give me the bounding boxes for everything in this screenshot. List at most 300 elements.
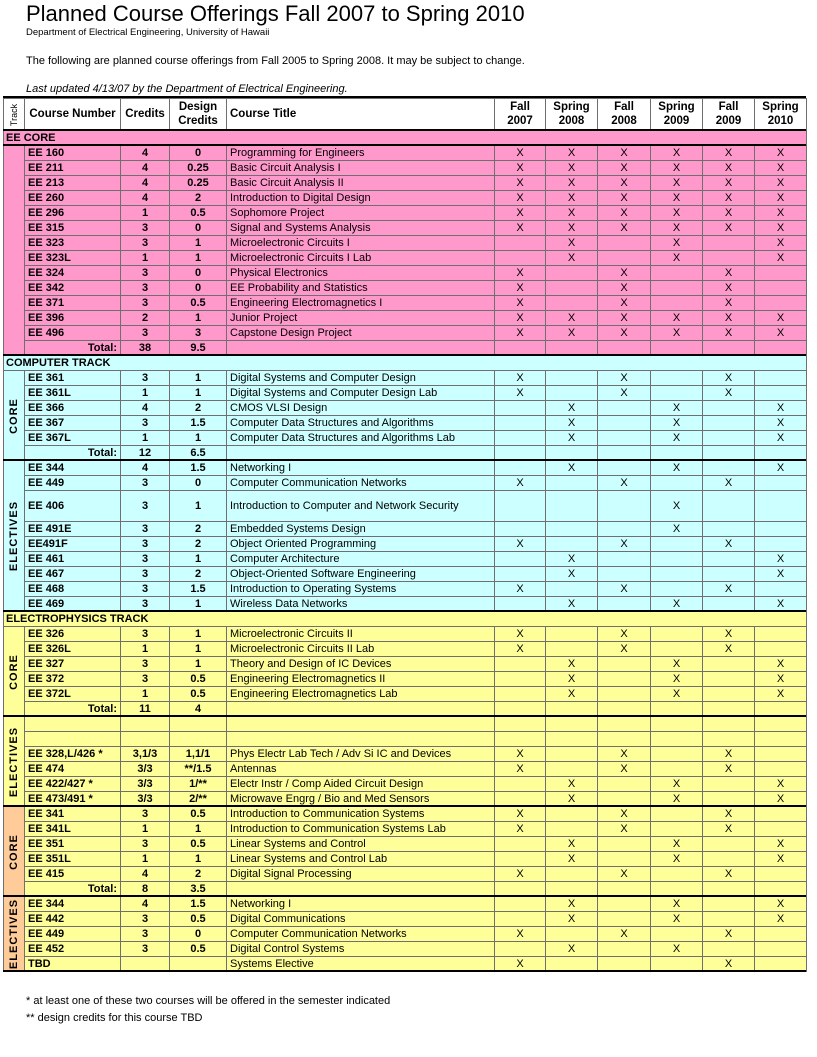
course-design-credits: 0 — [169, 145, 227, 161]
course-title: Introduction to Communication Systems Lab — [226, 821, 495, 837]
course-title: Linear Systems and Control — [226, 836, 495, 852]
offered-mark: X — [494, 145, 546, 161]
offered-mark: X — [754, 145, 807, 161]
blank-cell — [120, 716, 170, 732]
semester-cell — [545, 475, 598, 491]
course-title: Computer Communication Networks — [226, 926, 495, 942]
offered-mark: X — [597, 385, 651, 401]
offered-mark: X — [597, 145, 651, 161]
semester-cell — [597, 566, 651, 582]
course-design-credits: 0.5 — [169, 295, 227, 311]
semester-cell — [754, 626, 807, 642]
offered-mark: X — [597, 370, 651, 386]
course-title: Introduction to Digital Design — [226, 190, 495, 206]
course-title: Microelectronic Circuits I Lab — [226, 250, 495, 266]
offered-mark: X — [702, 956, 755, 972]
offered-mark: X — [754, 836, 807, 852]
course-credits: 4 — [120, 145, 170, 161]
course-title: CMOS VLSI Design — [226, 400, 495, 416]
course-credits: 1 — [120, 821, 170, 837]
semester-cell — [754, 475, 807, 491]
offered-mark: X — [494, 536, 546, 552]
course-number: EE 344 — [24, 896, 121, 912]
course-design-credits: 0.5 — [169, 836, 227, 852]
semester-cell — [494, 460, 546, 476]
offered-mark: X — [545, 460, 598, 476]
course-title: Basic Circuit Analysis I — [226, 160, 495, 176]
course-design-credits: 2 — [169, 521, 227, 537]
semester-cell — [650, 806, 703, 822]
offered-mark: X — [545, 220, 598, 236]
semester-cell — [545, 370, 598, 386]
course-title: Physical Electronics — [226, 265, 495, 281]
offered-mark: X — [597, 746, 651, 762]
total-label: Total: — [24, 445, 121, 461]
header-line: Design — [178, 101, 218, 114]
offered-mark: X — [702, 385, 755, 401]
semester-cell — [545, 866, 598, 882]
blank-cell — [702, 731, 755, 747]
semester-cell — [650, 746, 703, 762]
course-credits: 3,1/3 — [120, 746, 170, 762]
course-number: EE 361L — [24, 385, 121, 401]
offered-mark: X — [545, 551, 598, 567]
offered-mark: X — [650, 190, 703, 206]
total-label: Total: — [24, 881, 121, 897]
offered-mark: X — [650, 941, 703, 957]
course-credits: 4 — [120, 175, 170, 191]
offered-mark: X — [545, 250, 598, 266]
course-credits: 1 — [120, 250, 170, 266]
course-title: Computer Communication Networks — [226, 475, 495, 491]
offered-mark: X — [650, 235, 703, 251]
semester-cell — [702, 941, 755, 957]
course-credits: 1 — [120, 430, 170, 446]
course-design-credits: 1 — [169, 626, 227, 642]
course-number: EE 496 — [24, 325, 121, 341]
track-side-label — [3, 716, 25, 807]
offered-mark: X — [597, 475, 651, 491]
semester-cell — [754, 746, 807, 762]
course-number: EE 341L — [24, 821, 121, 837]
blank-cell — [24, 716, 121, 732]
semester-cell — [754, 295, 807, 311]
semester-cell — [597, 686, 651, 702]
offered-mark: X — [545, 566, 598, 582]
course-number: EE 442 — [24, 911, 121, 927]
course-design-credits: 1.5 — [169, 460, 227, 476]
semester-cell — [702, 851, 755, 867]
course-number: EE 372L — [24, 686, 121, 702]
offered-mark: X — [754, 235, 807, 251]
semester-cell — [597, 551, 651, 567]
offered-mark: X — [702, 370, 755, 386]
course-number: EE 366 — [24, 400, 121, 416]
semester-cell — [494, 551, 546, 567]
semester-cell — [702, 460, 755, 476]
course-credits: 4 — [120, 160, 170, 176]
section-divider — [3, 129, 806, 131]
offered-mark: X — [597, 175, 651, 191]
course-title: Microwave Engrg / Bio and Med Sensors — [226, 791, 495, 807]
semester-cell — [754, 581, 807, 597]
course-design-credits: 3.5 — [169, 881, 227, 897]
offered-mark: X — [650, 911, 703, 927]
offered-mark: X — [494, 581, 546, 597]
offered-mark: X — [494, 866, 546, 882]
offered-mark: X — [650, 400, 703, 416]
course-title: Networking I — [226, 460, 495, 476]
track-side-label — [3, 370, 25, 461]
course-design-credits: **/1.5 — [169, 761, 227, 777]
semester-cell — [702, 911, 755, 927]
course-design-credits: 0 — [169, 926, 227, 942]
offered-mark: X — [545, 671, 598, 687]
offered-mark: X — [702, 626, 755, 642]
track-side-block — [3, 145, 25, 356]
course-design-credits: 0.5 — [169, 205, 227, 221]
course-design-credits: 1 — [169, 641, 227, 657]
semester-cell — [545, 806, 598, 822]
blank-cell — [754, 716, 807, 732]
track-side-label — [3, 626, 25, 717]
course-design-credits: 1 — [169, 370, 227, 386]
course-credits: 4 — [120, 400, 170, 416]
course-number: EE 371 — [24, 295, 121, 311]
blank-cell — [597, 716, 651, 732]
offered-mark: X — [702, 310, 755, 326]
offered-mark: X — [494, 325, 546, 341]
offered-mark: X — [702, 325, 755, 341]
header-credits: Credits — [120, 98, 170, 131]
semester-cell — [650, 280, 703, 296]
offered-mark: X — [754, 190, 807, 206]
course-number: EE 367 — [24, 415, 121, 431]
offered-mark: X — [545, 941, 598, 957]
course-credits: 3 — [120, 415, 170, 431]
course-number: EE 351 — [24, 836, 121, 852]
semester-cell — [494, 521, 546, 537]
course-title: Linear Systems and Control Lab — [226, 851, 495, 867]
course-title: Object Oriented Programming — [226, 536, 495, 552]
course-number: EE 449 — [24, 475, 121, 491]
course-number: EE 351L — [24, 851, 121, 867]
offered-mark: X — [754, 205, 807, 221]
course-credits: 3 — [120, 475, 170, 491]
course-design-credits: 1 — [169, 430, 227, 446]
course-credits: 4 — [120, 190, 170, 206]
course-number: EE 326 — [24, 626, 121, 642]
semester-cell — [650, 626, 703, 642]
offered-mark: X — [650, 415, 703, 431]
track-header: ELECTROPHYSICS TRACK — [3, 611, 807, 627]
offered-mark: X — [650, 791, 703, 807]
course-credits: 38 — [120, 340, 170, 356]
blank-cell — [169, 731, 227, 747]
offered-mark: X — [494, 806, 546, 822]
course-credits: 3 — [120, 656, 170, 672]
offered-mark: X — [650, 686, 703, 702]
header-semester — [650, 98, 703, 131]
course-credits: 3 — [120, 596, 170, 612]
semester-cell — [545, 581, 598, 597]
course-number: EE 449 — [24, 926, 121, 942]
course-title: Systems Elective — [226, 956, 495, 972]
semester-cell — [597, 250, 651, 266]
course-design-credits: 9.5 — [169, 340, 227, 356]
course-credits: 3 — [120, 551, 170, 567]
semester-cell — [650, 551, 703, 567]
course-number: EE 327 — [24, 656, 121, 672]
course-number: EE 315 — [24, 220, 121, 236]
offered-mark: X — [754, 791, 807, 807]
semester-cell — [545, 746, 598, 762]
course-credits: 3 — [120, 911, 170, 927]
semester-cell — [702, 656, 755, 672]
offered-mark: X — [597, 325, 651, 341]
offered-mark: X — [494, 265, 546, 281]
offered-mark: X — [545, 190, 598, 206]
offered-mark: X — [702, 295, 755, 311]
offered-mark: X — [545, 656, 598, 672]
footnote-single-star: * at least one of these two courses will be offered in the semester indicated — [26, 995, 391, 1007]
semester-cell — [754, 806, 807, 822]
course-title: Computer Architecture — [226, 551, 495, 567]
offered-mark: X — [650, 776, 703, 792]
course-design-credits: 0.25 — [169, 160, 227, 176]
offered-mark: X — [494, 220, 546, 236]
course-design-credits: 3 — [169, 325, 227, 341]
semester-cell — [702, 521, 755, 537]
course-credits: 3 — [120, 521, 170, 537]
course-design-credits: 4 — [169, 701, 227, 717]
semester-cell — [650, 581, 703, 597]
header-course-number: Course Number — [24, 98, 121, 131]
semester-cell — [754, 521, 807, 537]
course-title: EE Probability and Statistics — [226, 280, 495, 296]
offered-mark: X — [494, 626, 546, 642]
section-divider — [3, 459, 806, 461]
offered-mark: X — [545, 791, 598, 807]
course-design-credits: 1 — [169, 385, 227, 401]
header-track — [3, 98, 25, 131]
offered-mark: X — [597, 295, 651, 311]
offered-mark: X — [754, 460, 807, 476]
semester-cell — [545, 641, 598, 657]
semester-cell — [702, 566, 755, 582]
section-divider — [3, 715, 806, 717]
offered-mark: X — [494, 175, 546, 191]
course-design-credits: 1 — [169, 656, 227, 672]
header-semester — [545, 98, 598, 131]
header-line: Fall — [510, 101, 530, 114]
semester-cell — [494, 941, 546, 957]
semester-cell — [494, 566, 546, 582]
semester-cell — [650, 821, 703, 837]
course-credits: 4 — [120, 460, 170, 476]
track-side-label-text: ELECTIVES — [8, 500, 20, 572]
course-design-credits: 1,1/1 — [169, 746, 227, 762]
course-credits: 1 — [120, 385, 170, 401]
semester-cell — [702, 400, 755, 416]
semester-cell — [494, 490, 546, 522]
course-design-credits: 0.5 — [169, 911, 227, 927]
course-number: EE 326L — [24, 641, 121, 657]
semester-cell — [597, 235, 651, 251]
course-design-credits: 0.5 — [169, 806, 227, 822]
offered-mark: X — [650, 460, 703, 476]
track-side-label — [3, 896, 25, 972]
course-design-credits: 0.5 — [169, 686, 227, 702]
offered-mark: X — [545, 235, 598, 251]
course-design-credits: 2 — [169, 866, 227, 882]
course-title: Programming for Engineers — [226, 145, 495, 161]
course-title: Basic Circuit Analysis II — [226, 175, 495, 191]
department-line: Department of Electrical Engineering, University of Hawaii — [26, 27, 270, 38]
section-divider — [3, 805, 806, 807]
course-credits: 2 — [120, 310, 170, 326]
offered-mark: X — [754, 551, 807, 567]
offered-mark: X — [545, 175, 598, 191]
course-number: EE 341 — [24, 806, 121, 822]
semester-cell — [754, 490, 807, 522]
offered-mark: X — [754, 911, 807, 927]
offered-mark: X — [545, 310, 598, 326]
course-design-credits: 2 — [169, 536, 227, 552]
semester-cell — [545, 626, 598, 642]
offered-mark: X — [545, 686, 598, 702]
course-credits: 3 — [120, 235, 170, 251]
semester-cell — [650, 385, 703, 401]
blank-cell — [494, 716, 546, 732]
offered-mark: X — [597, 160, 651, 176]
course-credits: 1 — [120, 641, 170, 657]
semester-cell — [702, 250, 755, 266]
course-title: Microelectronic Circuits I — [226, 235, 495, 251]
semester-cell — [754, 866, 807, 882]
blank-cell — [169, 716, 227, 732]
semester-cell — [597, 671, 651, 687]
course-design-credits: 1 — [169, 250, 227, 266]
offered-mark: X — [754, 566, 807, 582]
offered-mark: X — [597, 220, 651, 236]
offered-mark: X — [494, 761, 546, 777]
semester-cell — [754, 370, 807, 386]
blank-cell — [24, 731, 121, 747]
total-label: Total: — [24, 340, 121, 356]
track-side-label-text: CORE — [8, 653, 20, 690]
blank-cell — [754, 731, 807, 747]
offered-mark: X — [597, 806, 651, 822]
semester-cell — [494, 836, 546, 852]
course-title: Object-Oriented Software Engineering — [226, 566, 495, 582]
course-design-credits: 1 — [169, 310, 227, 326]
course-credits: 3/3 — [120, 791, 170, 807]
semester-cell — [597, 836, 651, 852]
header-line: 2009 — [663, 114, 690, 127]
semester-cell — [597, 430, 651, 446]
header-line: Fall — [718, 101, 739, 114]
course-design-credits: 1 — [169, 490, 227, 522]
course-number: EE 211 — [24, 160, 121, 176]
course-credits: 3 — [120, 581, 170, 597]
offered-mark: X — [650, 145, 703, 161]
offered-mark: X — [702, 806, 755, 822]
semester-cell — [494, 896, 546, 912]
offered-mark: X — [702, 280, 755, 296]
header-semester — [702, 98, 755, 131]
offered-mark: X — [754, 896, 807, 912]
offered-mark: X — [545, 325, 598, 341]
course-number: EE 406 — [24, 490, 121, 522]
course-design-credits: 0 — [169, 280, 227, 296]
course-design-credits: 0.25 — [169, 175, 227, 191]
course-number: EE 323L — [24, 250, 121, 266]
offered-mark: X — [754, 415, 807, 431]
course-credits: 3/3 — [120, 761, 170, 777]
course-credits: 3 — [120, 566, 170, 582]
semester-cell — [597, 460, 651, 476]
course-number: EE 361 — [24, 370, 121, 386]
course-title: Engineering Electromagnetics Lab — [226, 686, 495, 702]
semester-cell — [702, 235, 755, 251]
course-number: EE 491E — [24, 521, 121, 537]
course-number: EE 160 — [24, 145, 121, 161]
course-number: EE 474 — [24, 761, 121, 777]
semester-cell — [597, 851, 651, 867]
semester-cell — [597, 896, 651, 912]
semester-cell — [545, 265, 598, 281]
course-number: EE 467 — [24, 566, 121, 582]
offered-mark: X — [702, 220, 755, 236]
offered-mark: X — [545, 776, 598, 792]
semester-cell — [650, 475, 703, 491]
header-line: Spring — [553, 101, 590, 114]
course-design-credits: 2 — [169, 190, 227, 206]
offered-mark: X — [597, 190, 651, 206]
semester-cell — [702, 551, 755, 567]
course-credits: 1 — [120, 686, 170, 702]
offered-mark: X — [650, 310, 703, 326]
offered-mark: X — [597, 626, 651, 642]
course-credits: 3 — [120, 295, 170, 311]
course-credits: 3 — [120, 671, 170, 687]
blank-cell — [120, 731, 170, 747]
offered-mark: X — [545, 851, 598, 867]
course-design-credits: 2 — [169, 400, 227, 416]
offered-mark: X — [545, 160, 598, 176]
offered-mark: X — [545, 836, 598, 852]
course-title: Antennas — [226, 761, 495, 777]
semester-cell — [702, 686, 755, 702]
course-design-credits: 2 — [169, 566, 227, 582]
course-title: Digital Communications — [226, 911, 495, 927]
offered-mark: X — [597, 265, 651, 281]
course-title: Theory and Design of IC Devices — [226, 656, 495, 672]
course-design-credits: 0 — [169, 265, 227, 281]
course-design-credits: 1/** — [169, 776, 227, 792]
section-divider — [3, 970, 806, 972]
offered-mark: X — [702, 641, 755, 657]
offered-mark: X — [754, 656, 807, 672]
offered-mark: X — [754, 671, 807, 687]
course-number: EE 213 — [24, 175, 121, 191]
offered-mark: X — [545, 896, 598, 912]
course-number: EE 473/491 * — [24, 791, 121, 807]
course-design-credits: 1 — [169, 551, 227, 567]
offered-mark: X — [494, 821, 546, 837]
course-number: EE 372 — [24, 671, 121, 687]
